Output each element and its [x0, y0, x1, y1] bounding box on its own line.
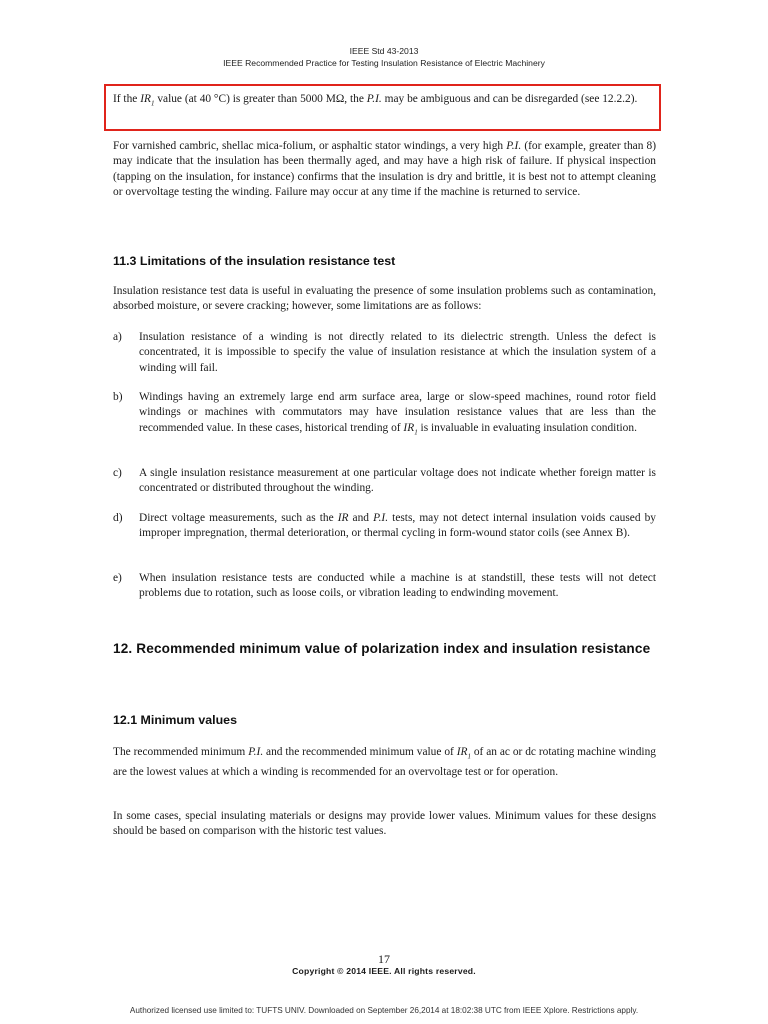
list-item-b: Windings having an extremely large end arm surface area, large or slow-speed machines, round rotor field windings or machines with commutators may have insulation resistance values that are less than the recommended value. In these cases, historical trending of $IR_1$ is invaluable in evaluating insulation condition. — [139, 391, 656, 436]
note-paragraph: If the $IR_1$ value (at 40 °C) is greater than 5000 MΩ, the P.I. may be ambiguous and can be disregarded (see 12.2.2). — [113, 93, 638, 108]
heading-12-1: 12.1 Minimum values — [113, 713, 237, 727]
list-marker-a: a) — [113, 331, 122, 343]
page-number: 17 — [378, 952, 390, 966]
list-item-d: Direct voltage measurements, such as the IR and P.I. tests, may not detect internal insulation voids caused by improper impregnation, thermal deterioration, or thermal cycling in form-wound stator coils (see Annex B). — [139, 512, 656, 540]
license-notice: Authorized licensed use limited to: TUFTS UNIV. Downloaded on September 26,2014 at 18:02:38 UTC from IEEE Xplore. Restrictions apply. — [129, 1006, 639, 1015]
paragraph-limitations-intro: Insulation resistance test data is useful in evaluating the presence of some insulation problems such as contamination, absorbed moisture, or severe cracking; however, some limitations are as follows: — [113, 285, 656, 313]
list-item-a: Insulation resistance of a winding is not directly related to its dielectric strength. Unless the defect is concentrated, it is impossible to specify the value of insulation resistance at which the insulation system of a winding will fail. — [139, 331, 656, 374]
list-marker-b: b) — [113, 391, 123, 403]
copyright-notice: Copyright © 2014 IEEE. All rights reserved. — [292, 966, 476, 976]
header-document-title: IEEE Recommended Practice for Testing Insulation Resistance of Electric Machinery — [223, 58, 545, 68]
header-standard-number: IEEE Std 43-2013 — [349, 46, 419, 56]
paragraph-minimum-values: The recommended minimum P.I. and the recommended minimum value of $IR_1$ of an ac or dc rotating machine winding are the lowest values at which a winding is recommended for an overvoltage test or for operation. — [113, 746, 656, 778]
paragraph-varnished-windings: For varnished cambric, shellac mica-folium, or asphaltic stator windings, a very high P.I. (for example, greater than 8) may indicate that the insulation has been thermally aged, and may have a high risk of failure. If physical inspection (tapping on the insulation, for instance) confirms that the insulation is dry and brittle, it is best not to attempt cleaning or overvoltage testing the winding. Failure may occur at any time if the machine is returned to service. — [113, 140, 656, 198]
paragraph-special-materials: In some cases, special insulating materials or designs may provide lower values. Minimum values for these designs should be based on comparison with the historic test values. — [113, 810, 656, 838]
list-item-c: A single insulation resistance measurement at one particular voltage does not indicate whether foreign matter is concentrated or distributed throughout the winding. — [139, 467, 656, 495]
list-marker-c: c) — [113, 467, 122, 479]
list-marker-d: d) — [113, 512, 123, 524]
list-marker-e: e) — [113, 572, 122, 584]
list-item-e: When insulation resistance tests are conducted while a machine is at standstill, these tests will not detect problems due to rotation, such as loose coils, or vibration leading to endwinding movement. — [139, 572, 656, 600]
heading-12: 12. Recommended minimum value of polarization index and insulation resistance — [113, 641, 651, 656]
heading-11-3: 11.3 Limitations of the insulation resistance test — [113, 254, 396, 268]
